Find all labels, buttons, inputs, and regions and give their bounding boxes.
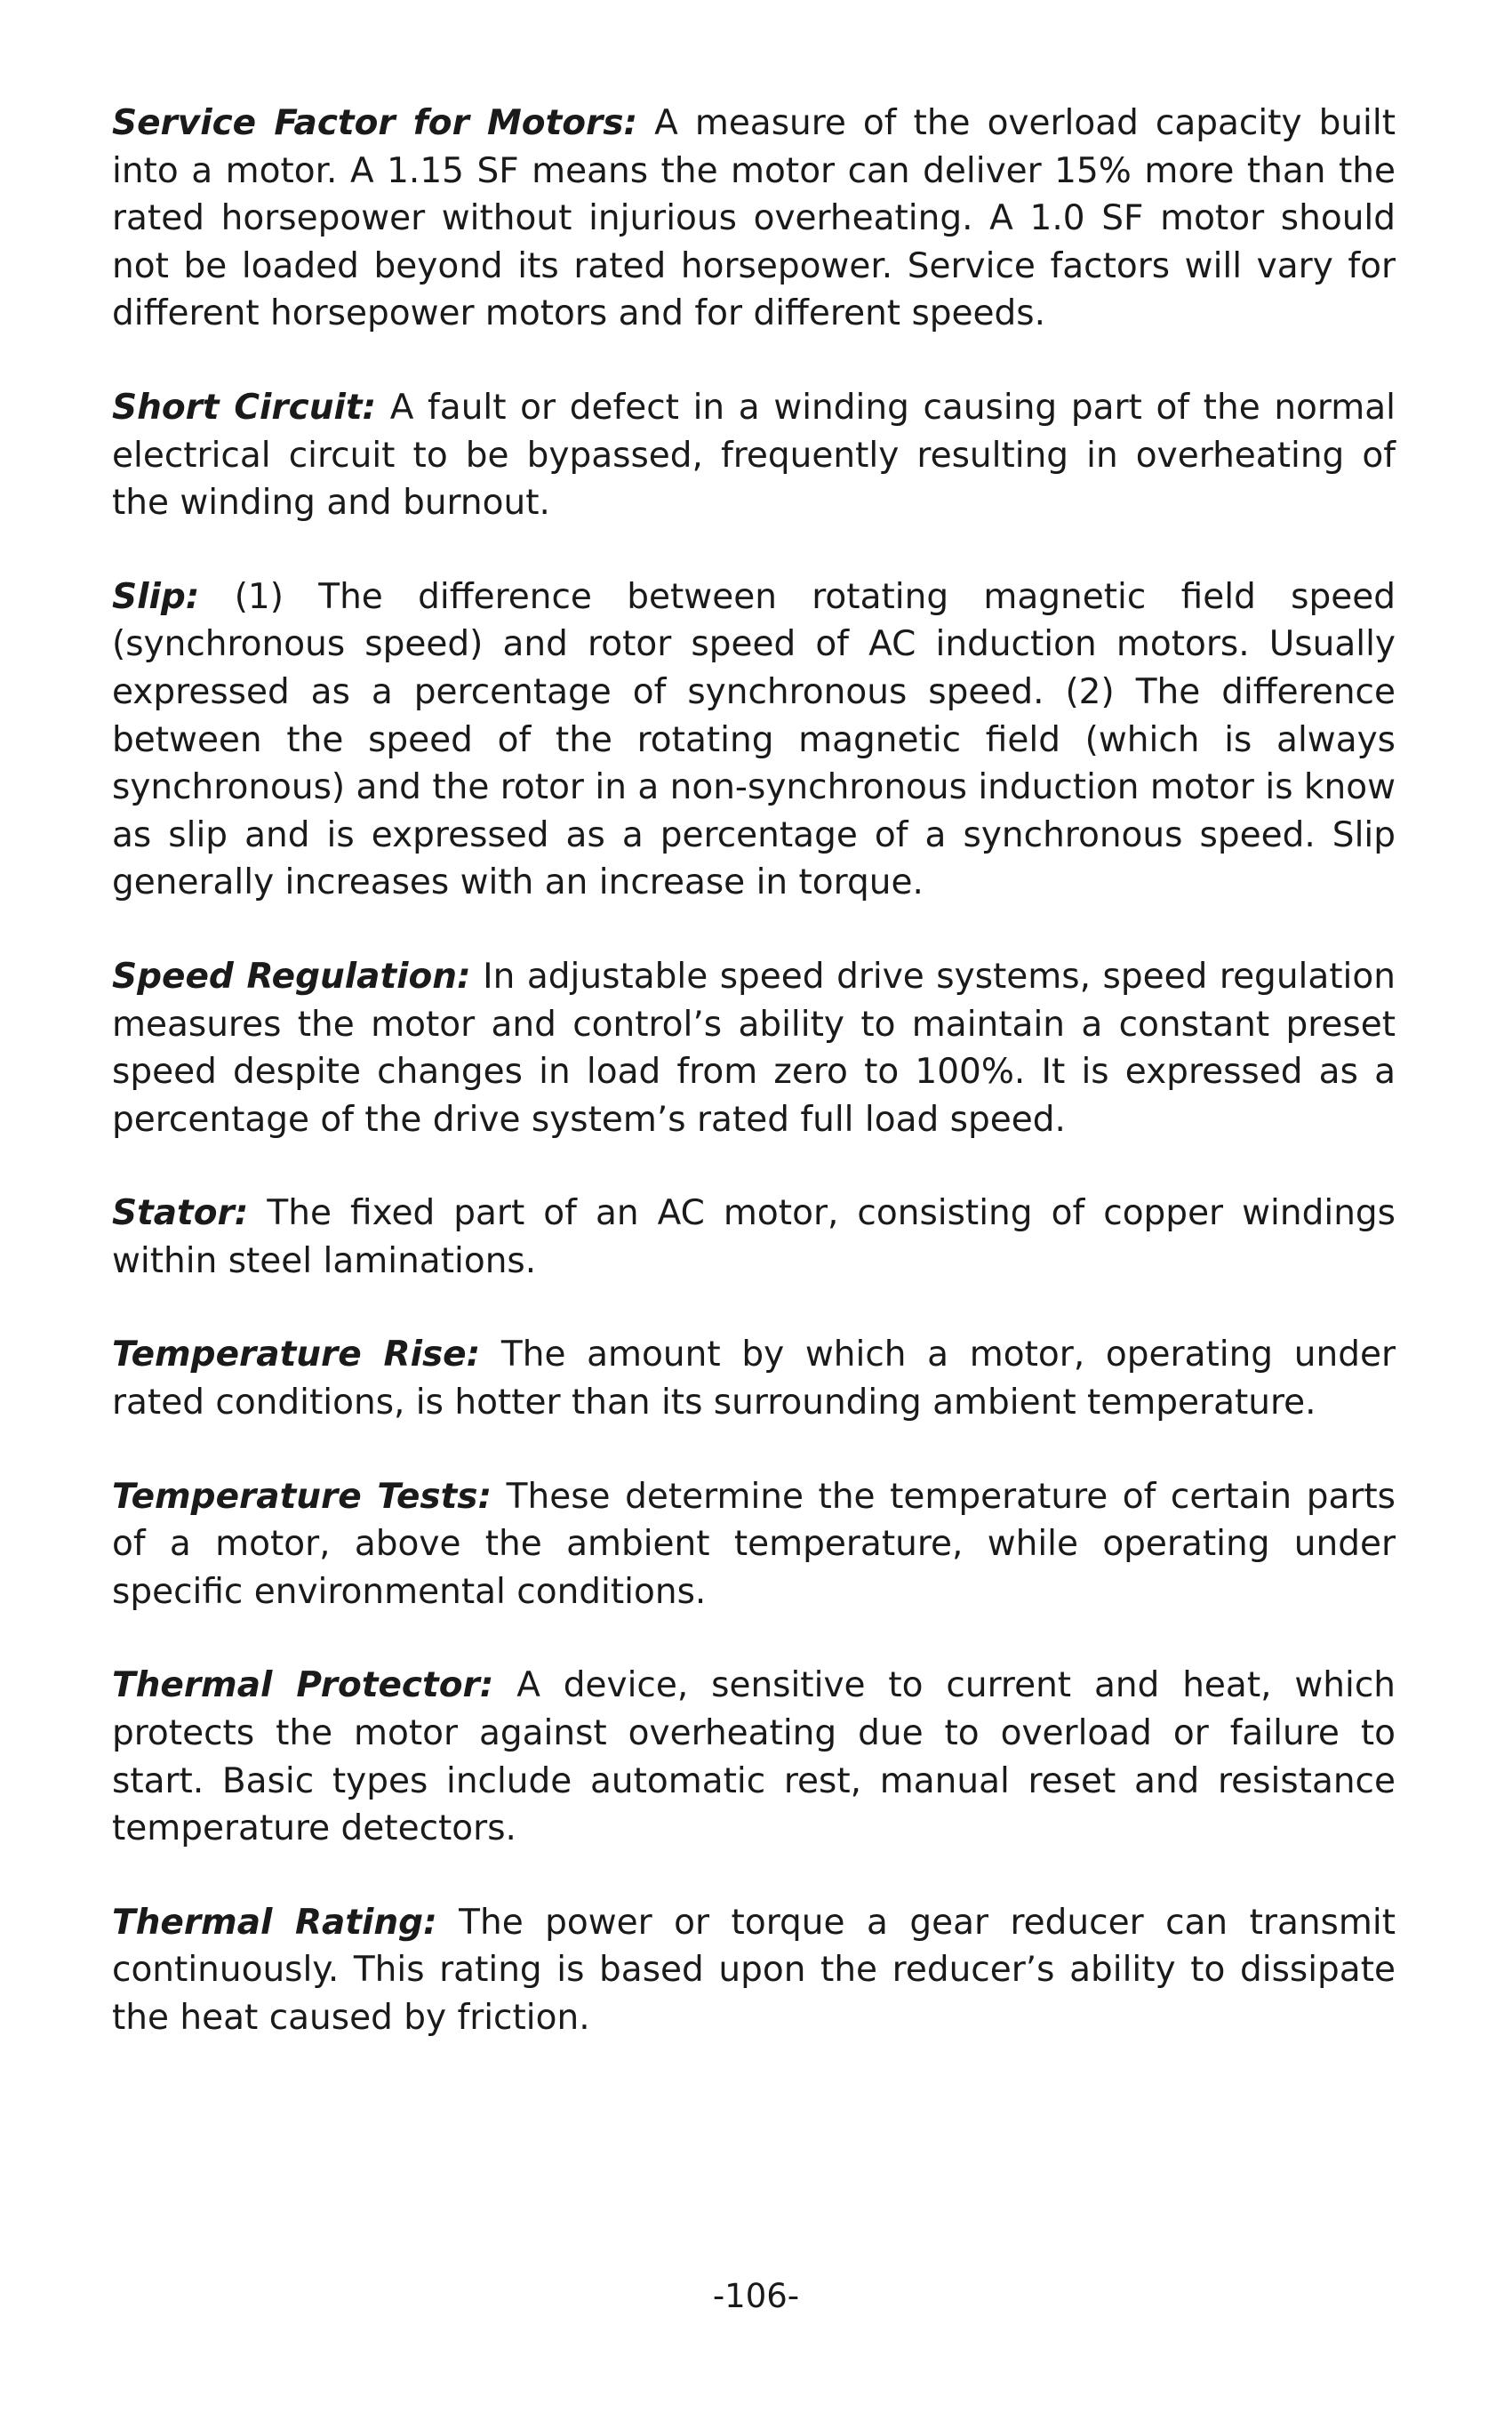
glossary-term: Speed Regulation:	[112, 956, 471, 997]
glossary-entry-thermal-rating	[112, 1899, 1396, 2042]
glossary-entry-short-circuit	[112, 384, 1396, 527]
glossary-entry-stator	[112, 1190, 1396, 1285]
glossary-entry-service-factor	[112, 100, 1396, 338]
glossary-page	[112, 100, 1396, 2088]
glossary-definition: A device, sensitive to current and heat, which protects the motor against overheating due to overload or failure to start. Basic types include automatic rest, manual reset and resistance temperature detectors.	[112, 1665, 1396, 1849]
glossary-definition: A fault or defect in a winding causing part of the normal electrical circuit to be bypassed, frequently resulting in overheating of the winding and burnout.	[112, 387, 1396, 524]
glossary-term: Short Circuit:	[112, 387, 377, 428]
glossary-term: Temperature Tests:	[112, 1476, 492, 1517]
glossary-entry-thermal-protector	[112, 1662, 1396, 1852]
glossary-definition: The fixed part of an AC motor, consisting of copper windings within steel laminations.	[112, 1193, 1396, 1281]
glossary-term: Service Factor for Motors:	[112, 103, 638, 143]
glossary-term: Thermal Protector:	[112, 1665, 494, 1706]
glossary-definition: (1) The difference between rotating magnetic field speed (synchronous speed) and rotor speed of AC induction motors. Usually expressed as a percentage of synchronous speed. (2) The difference between the speed of the rotating magnetic field (which is always synchronous) and the rotor in a non-synchronous induction motor is know as slip and is expressed as a percentage of a synchronous speed. Slip generally increases with an increase in torque.	[112, 576, 1396, 903]
glossary-definition: In adjustable speed drive systems, speed regulation measures the motor and control’s ability to maintain a constant preset speed despite changes in load from zero to 100%. It is expressed as a percentage of the drive system’s rated full load speed.	[112, 956, 1396, 1140]
glossary-entry-temperature-rise	[112, 1331, 1396, 1426]
page-number: -106-	[712, 2277, 800, 2315]
glossary-term: Temperature Rise:	[112, 1335, 481, 1375]
glossary-entry-temperature-tests	[112, 1473, 1396, 1616]
glossary-term: Stator:	[112, 1193, 249, 1234]
glossary-entry-speed-regulation	[112, 953, 1396, 1143]
glossary-definition: The power or torque a gear reducer can transmit continuously. This rating is based upon the reducer’s ability to dissipate the heat caused by friction.	[112, 1902, 1396, 2038]
glossary-definition: These determine the temperature of certain parts of a motor, above the ambient temperature, while operating under specific environmental conditions.	[112, 1476, 1396, 1612]
glossary-term: Slip:	[112, 576, 200, 617]
glossary-term: Thermal Rating:	[112, 1902, 437, 1943]
glossary-definition: A measure of the overload capacity built into a motor. A 1.15 SF means the motor can deliver 15% more than the rated horsepower without injurious overheating. A 1.0 SF motor should not be loaded beyond its rated horsepower. Service factors will vary for different horsepower motors and for different speeds.	[112, 103, 1396, 334]
glossary-entry-slip	[112, 573, 1396, 907]
glossary-definition: The amount by which a motor, operating under rated conditions, is hotter than its surrounding ambient temperature.	[112, 1335, 1396, 1423]
